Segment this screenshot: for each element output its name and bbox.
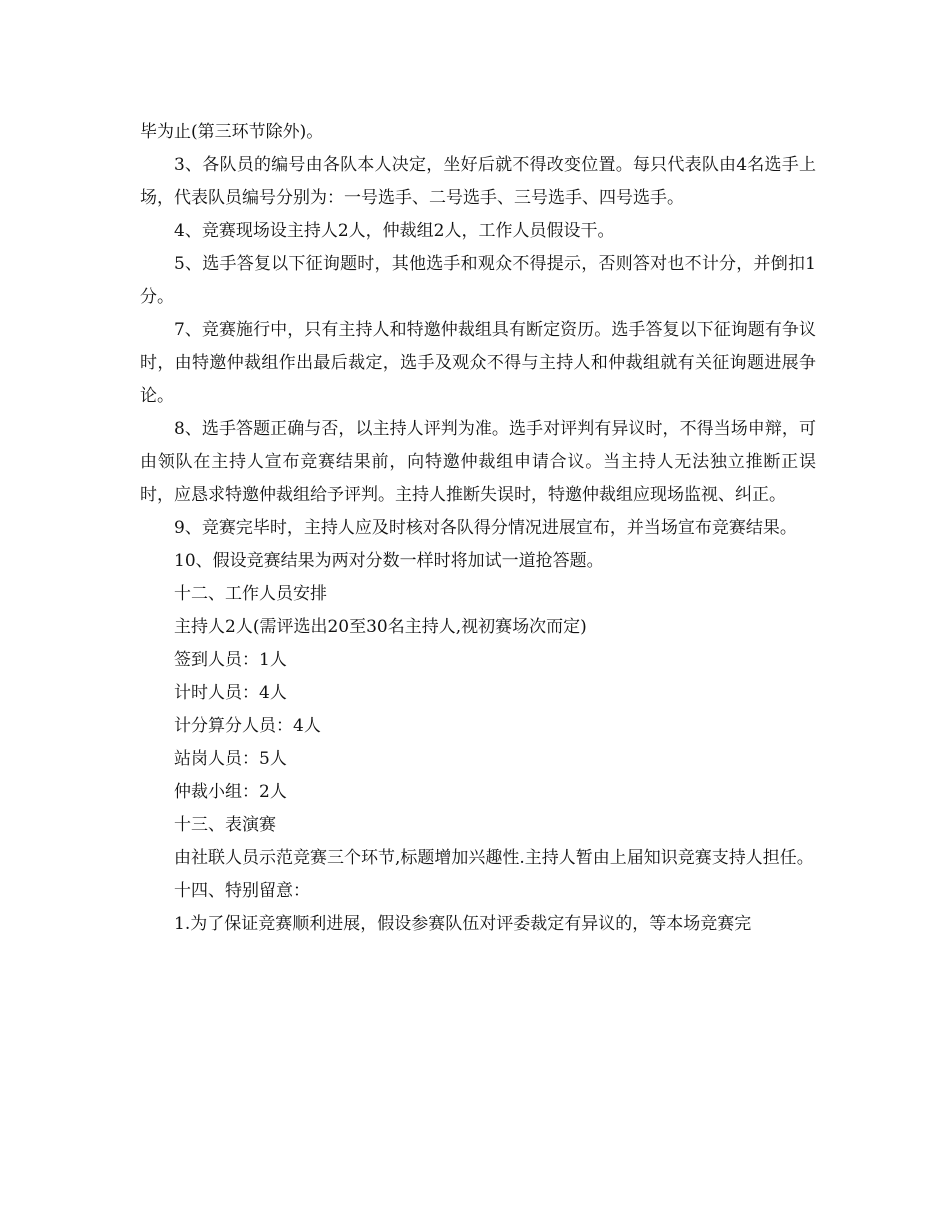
document-body: [140, 116, 816, 941]
paragraph-rule-9: 9、竞赛完毕时，主持人应及时核对各队得分情况进展宣布，并当场宣布竞赛结果。: [174, 518, 797, 538]
paragraph-rule-10: 10、假设竞赛结果为两对分数一样时将加试一道抢答题。: [174, 551, 604, 571]
paragraph-rule-3: 3、各队员的编号由各队本人决定，坐好后就不得改变位置。每只代表队由4名选手上场，代表队员编号分别为：一号选手、二号选手、三号选手、四号选手。: [140, 155, 816, 208]
staff-guard: 站岗人员：5人: [174, 749, 287, 769]
paragraph-rule-4: 4、竞赛现场设主持人2人，仲裁组2人，工作人员假设干。: [174, 221, 615, 241]
paragraph-exhibition: 由社联人员示范竞赛三个环节,标题增加兴趣性.主持人暂由上届知识竞赛支持人担任。: [174, 848, 814, 868]
paragraph-note-1: 1.为了保证竞赛顺利进展，假设参赛队伍对评委裁定有异议的，等本场竞赛完: [174, 914, 752, 934]
paragraph-continuation: 毕为止(第三环节除外)。: [140, 122, 324, 142]
section-heading-notes: 十四、特别留意：: [174, 881, 310, 901]
paragraph-rule-7: 7、竞赛施行中，只有主持人和特邀仲裁组具有断定资历。选手答复以下征询题有争议时，由特邀仲裁组作出最后裁定，选手及观众不得与主持人和仲裁组就有关征询题进展争论。: [140, 320, 816, 406]
staff-scorekeeper: 计分算分人员：4人: [174, 716, 321, 736]
section-heading-staff: 十二、工作人员安排: [174, 584, 327, 604]
paragraph-rule-5: 5、选手答复以下征询题时，其他选手和观众不得提示，否则答对也不计分，并倒扣1分。: [140, 254, 816, 307]
section-heading-exhibition: 十三、表演赛: [174, 815, 276, 835]
staff-host: 主持人2人(需评选出20至30名主持人,视初赛场次而定): [174, 617, 587, 637]
staff-arbitration: 仲裁小组：2人: [174, 782, 287, 802]
staff-timekeeper: 计时人员：4人: [174, 683, 287, 703]
paragraph-rule-8: 8、选手答题正确与否，以主持人评判为准。选手对评判有异议时，不得当场申辩，可由领队在主持人宣布竞赛结果前，向特邀仲裁组申请合议。当主持人无法独立推断正误时，应恳求特邀仲裁组给予评判。主持人推断失误时，特邀仲裁组应现场监视、纠正。: [140, 419, 816, 505]
staff-checkin: 签到人员：1人: [174, 650, 287, 670]
